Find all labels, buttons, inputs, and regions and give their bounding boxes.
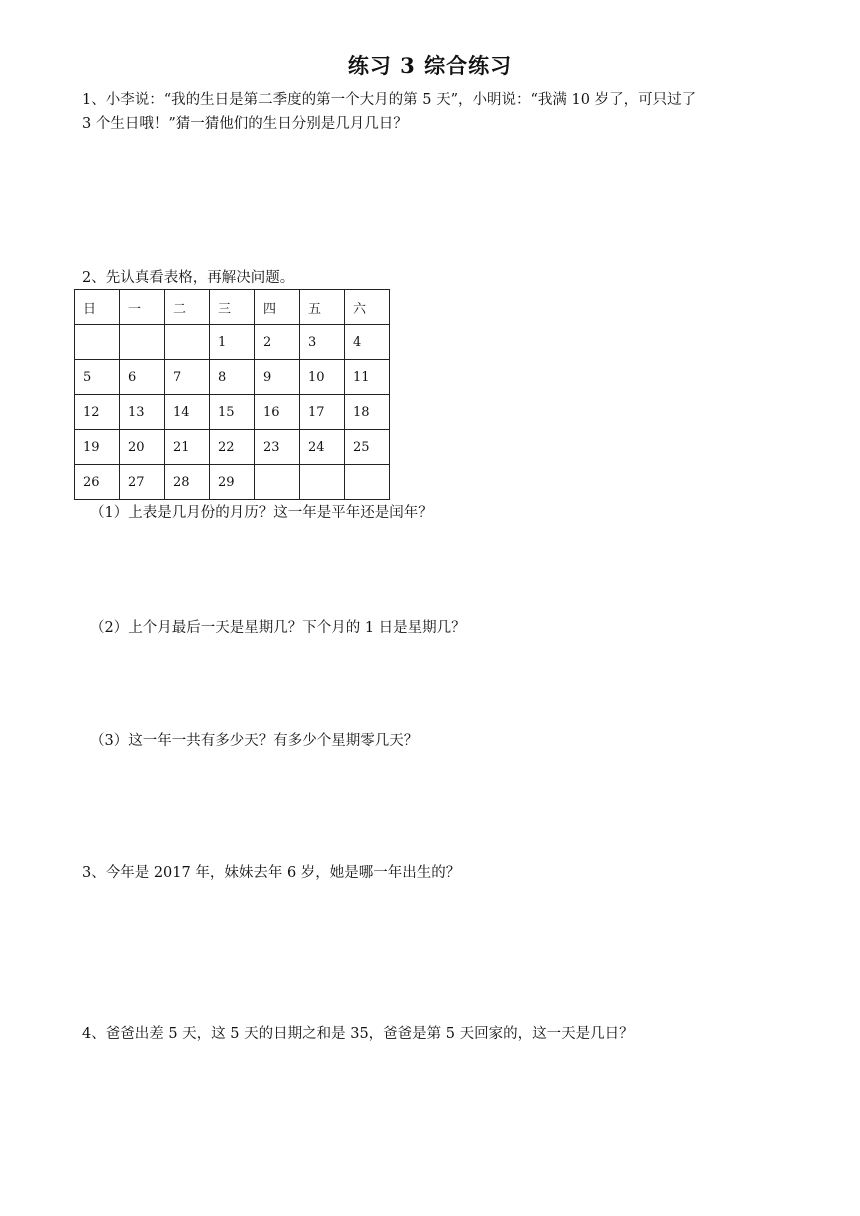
question-3: 3、今年是 2017 年，妹妹去年 6 岁，她是哪一年出生的？	[82, 865, 461, 881]
calendar-day-cell: 24	[300, 430, 345, 465]
calendar-day-cell: 9	[255, 360, 300, 395]
question-2-intro: 2、先认真看表格，再解决问题。	[82, 270, 295, 286]
calendar-day-cell: 12	[75, 395, 120, 430]
calendar-day-cell: 28	[165, 465, 210, 500]
calendar-day-cell: 27	[120, 465, 165, 500]
calendar-day-cell	[300, 465, 345, 500]
calendar-day-cell: 29	[210, 465, 255, 500]
calendar-day-cell	[255, 465, 300, 500]
question-1	[82, 88, 696, 136]
calendar-day-cell: 22	[210, 430, 255, 465]
calendar-week-row	[75, 325, 390, 360]
calendar-table	[74, 289, 390, 500]
calendar-header-cell: 一	[120, 290, 165, 325]
calendar-day-cell: 8	[210, 360, 255, 395]
calendar-day-cell: 19	[75, 430, 120, 465]
question-4: 4、爸爸出差 5 天，这 5 天的日期之和是 35，爸爸是第 5 天回家的，这一天是几日？	[82, 1026, 634, 1042]
calendar-day-cell: 11	[345, 360, 390, 395]
calendar-header-cell: 三	[210, 290, 255, 325]
question-1-line-2: 3 个生日哦！”猜一猜他们的生日分别是几月几日？	[82, 116, 408, 132]
calendar-day-cell: 6	[120, 360, 165, 395]
calendar-day-cell: 23	[255, 430, 300, 465]
calendar-day-cell: 14	[165, 395, 210, 430]
calendar-day-cell: 3	[300, 325, 345, 360]
calendar-day-cell: 10	[300, 360, 345, 395]
calendar-day-cell: 25	[345, 430, 390, 465]
calendar-header-row	[75, 290, 390, 325]
calendar-day-cell: 2	[255, 325, 300, 360]
calendar-week-row	[75, 430, 390, 465]
calendar-header-cell: 日	[75, 290, 120, 325]
calendar-day-cell	[120, 325, 165, 360]
calendar-week-row	[75, 360, 390, 395]
calendar-header-cell: 二	[165, 290, 210, 325]
calendar-day-cell: 1	[210, 325, 255, 360]
calendar-header-cell: 六	[345, 290, 390, 325]
calendar-header-cell: 四	[255, 290, 300, 325]
calendar-week-row	[75, 465, 390, 500]
question-2-sub-3: （3）这一年一共有多少天？有多少个星期零几天？	[90, 733, 419, 749]
calendar-day-cell: 5	[75, 360, 120, 395]
calendar-week-row	[75, 395, 390, 430]
calendar-day-cell: 15	[210, 395, 255, 430]
calendar-day-cell: 17	[300, 395, 345, 430]
question-1-line-1: 1、小李说：“我的生日是第二季度的第一个大月的第 5 天”，小明说：“我满 10 岁了，可只过了	[82, 92, 697, 108]
worksheet-title: 练习 3 综合练习	[347, 53, 513, 78]
calendar-day-cell: 7	[165, 360, 210, 395]
calendar-day-cell: 26	[75, 465, 120, 500]
calendar-header-cell: 五	[300, 290, 345, 325]
calendar-day-cell: 20	[120, 430, 165, 465]
calendar-day-cell: 18	[345, 395, 390, 430]
question-2-sub-2: （2）上个月最后一天是星期几？下个月的 1 日是星期几？	[90, 620, 466, 636]
calendar-day-cell	[345, 465, 390, 500]
question-2-sub-1: （1）上表是几月份的月历？这一年是平年还是闰年？	[90, 505, 433, 521]
calendar-day-cell: 13	[120, 395, 165, 430]
calendar-day-cell	[75, 325, 120, 360]
calendar-day-cell: 21	[165, 430, 210, 465]
calendar-day-cell	[165, 325, 210, 360]
calendar-day-cell: 4	[345, 325, 390, 360]
calendar-day-cell: 16	[255, 395, 300, 430]
